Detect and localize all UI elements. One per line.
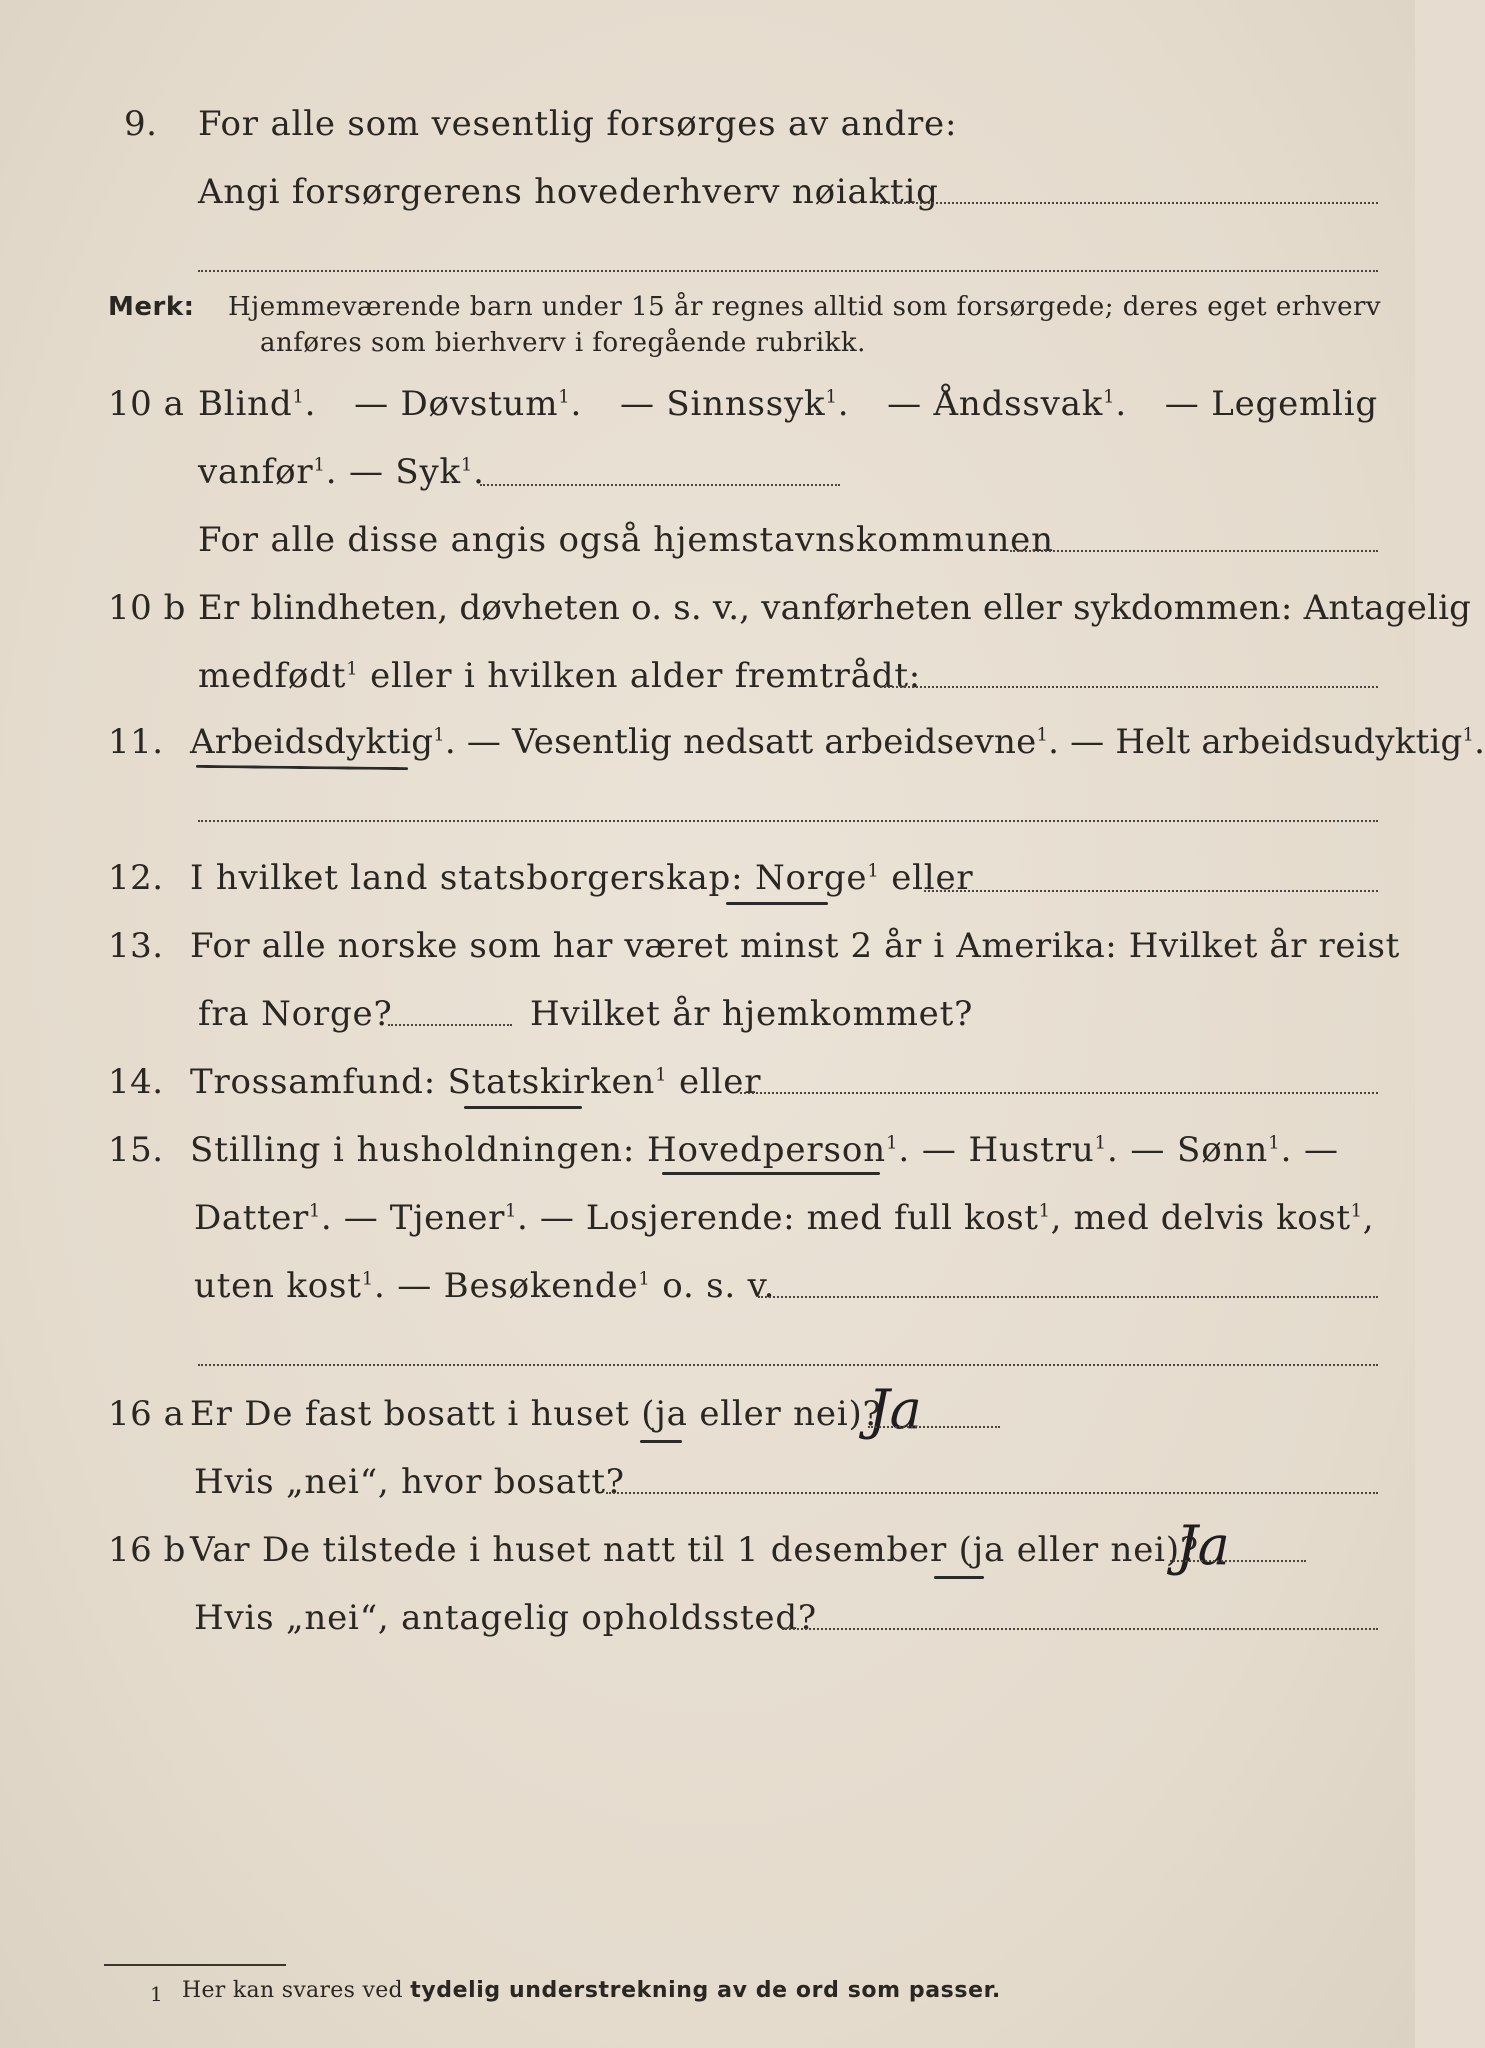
q16b-number: 16 b [108, 1530, 186, 1570]
q10b-line2: medfødt$^1$ eller i hvilken alder fremtrådt: [198, 656, 922, 696]
q13-line1: For alle norske som har været minst 2 år i Amerika: Hvilket år reist [190, 926, 1400, 966]
q15-line3: uten kost$^1$. — Besøkende$^1$ o. s. v. [194, 1266, 776, 1306]
q13-reist-field[interactable] [388, 1024, 512, 1026]
q13-line2b: Hvilket år hjemkommet? [530, 994, 974, 1034]
footnote-rule [104, 1964, 286, 1966]
q13-number: 13. [108, 926, 164, 966]
merk-line1: Hjemmeværende barn under 15 år regnes alltid som forsørgede; deres eget erhverv [228, 292, 1382, 322]
q16a-answer-field[interactable] [868, 1426, 1000, 1428]
q15-stilling-field[interactable] [758, 1296, 1378, 1298]
q12-land-field[interactable] [924, 890, 1378, 892]
q16b-line2: Hvis „nei“, antagelig opholdssted? [194, 1598, 817, 1638]
q9-answer-field[interactable] [880, 202, 1378, 204]
q10a-sinnssyk[interactable]: — Sinnssyk$^1$. [619, 384, 850, 424]
q16a-number: 16 a [108, 1394, 185, 1434]
q10a-vanfor[interactable]: vanfør$^1$. [198, 452, 338, 492]
footnote-text: Her kan svares ved tydelig understrekning av de ord som passer. [182, 1978, 1001, 2003]
q14-line: Trossamfund: Statskirken$^1$ eller [190, 1062, 762, 1102]
q16b-handwritten-answer: Ja [1176, 1514, 1230, 1577]
q14-statskirken[interactable]: Statskirken$^1$ [447, 1062, 668, 1102]
q10a-syk[interactable]: — Syk$^1$. [348, 452, 485, 492]
q16b-ja-underline [934, 1576, 984, 1579]
q15-line1: Stilling i husholdningen: Hovedperson$^1$. — Hustru$^1$. — Sønn$^1$. — [190, 1130, 1339, 1170]
footnote-marker: 1 [150, 1982, 164, 2006]
q12-norge[interactable]: Norge$^1$ [754, 858, 880, 898]
q13-line2a: fra Norge? [198, 994, 393, 1034]
q9-line2: Angi forsørgerens hovederhverv nøiaktig [198, 172, 939, 212]
q16a-line2: Hvis „nei“, hvor bosatt? [194, 1462, 625, 1502]
q15-hovedperson[interactable]: Hovedperson$^1$ [646, 1130, 899, 1170]
q16b-opholdssted-field[interactable] [782, 1628, 1378, 1630]
q10b-number: 10 b [108, 588, 186, 628]
q14-trossamfund-field[interactable] [740, 1092, 1378, 1094]
q11-answer-field[interactable] [198, 820, 1378, 822]
q12-handwritten-underline [726, 902, 828, 905]
q9-line1: For alle som vesentlig forsørges av andre: [198, 104, 958, 144]
q16b-answer-field[interactable] [1170, 1560, 1306, 1562]
q16a-line1: Er De fast bosatt i huset (ja eller nei)? [190, 1394, 882, 1434]
q14-number: 14. [108, 1062, 164, 1102]
q16a-handwritten-answer: Ja [868, 1378, 922, 1441]
q11-number: 11. [108, 722, 164, 762]
q10a-line3: For alle disse angis også hjemstavnskommunen [198, 520, 1054, 560]
q14-handwritten-underline [464, 1106, 582, 1109]
q11-handwritten-underline [196, 765, 408, 770]
merk-line2: anføres som bierhverv i foregående rubrikk. [260, 328, 866, 358]
q10a-number: 10 a [108, 384, 185, 424]
q12-number: 12. [108, 858, 164, 898]
q10a-syk-field[interactable] [480, 484, 840, 486]
q10a-line2 [198, 452, 485, 492]
q10a-hjemstavn-field[interactable] [1010, 550, 1378, 552]
q15-number: 15. [108, 1130, 164, 1170]
q11-arbeidsdyktig[interactable]: Arbeidsdyktig$^1$ [190, 722, 445, 762]
q16a-ja-underline [640, 1440, 682, 1443]
q9-answer-field-2[interactable] [198, 270, 1378, 272]
q15-line2: Datter$^1$. — Tjener$^1$. — Losjerende: med full kost$^1$, med delvis kost$^1$, [194, 1198, 1375, 1238]
q10b-medfodt[interactable]: medfødt$^1$ [198, 656, 359, 696]
q16b-line1: Var De tilstede i huset natt til 1 desember (ja eller nei)? [190, 1530, 1199, 1570]
q9-number: 9. [124, 104, 158, 144]
q10a-legemlig[interactable]: — Legemlig [1164, 384, 1378, 424]
merk-label: Merk: [108, 292, 195, 322]
q10a-dovstum[interactable]: — Døvstum$^1$. [354, 384, 583, 424]
q12-line: I hvilket land statsborgerskap: Norge$^1$ eller [190, 858, 974, 898]
q10b-line1: Er blindheten, døvheten o. s. v., vanførheten eller sykdommen: Antagelig [198, 588, 1472, 628]
q10a-line1 [198, 384, 1378, 424]
q11-line: Arbeidsdyktig$^1$. — Vesentlig nedsatt arbeidsevne$^1$. — Helt arbeidsudyktig$^1$. [190, 722, 1485, 762]
q10a-andssvak[interactable]: — Åndssvak$^1$. [887, 384, 1127, 424]
q16a-bosatt-field[interactable] [606, 1492, 1378, 1494]
q15-handwritten-underline [662, 1172, 880, 1175]
q10b-alder-field[interactable] [880, 686, 1378, 688]
q10a-blind[interactable]: Blind$^1$. [198, 384, 317, 424]
q15-answer-field-2[interactable] [198, 1364, 1378, 1366]
